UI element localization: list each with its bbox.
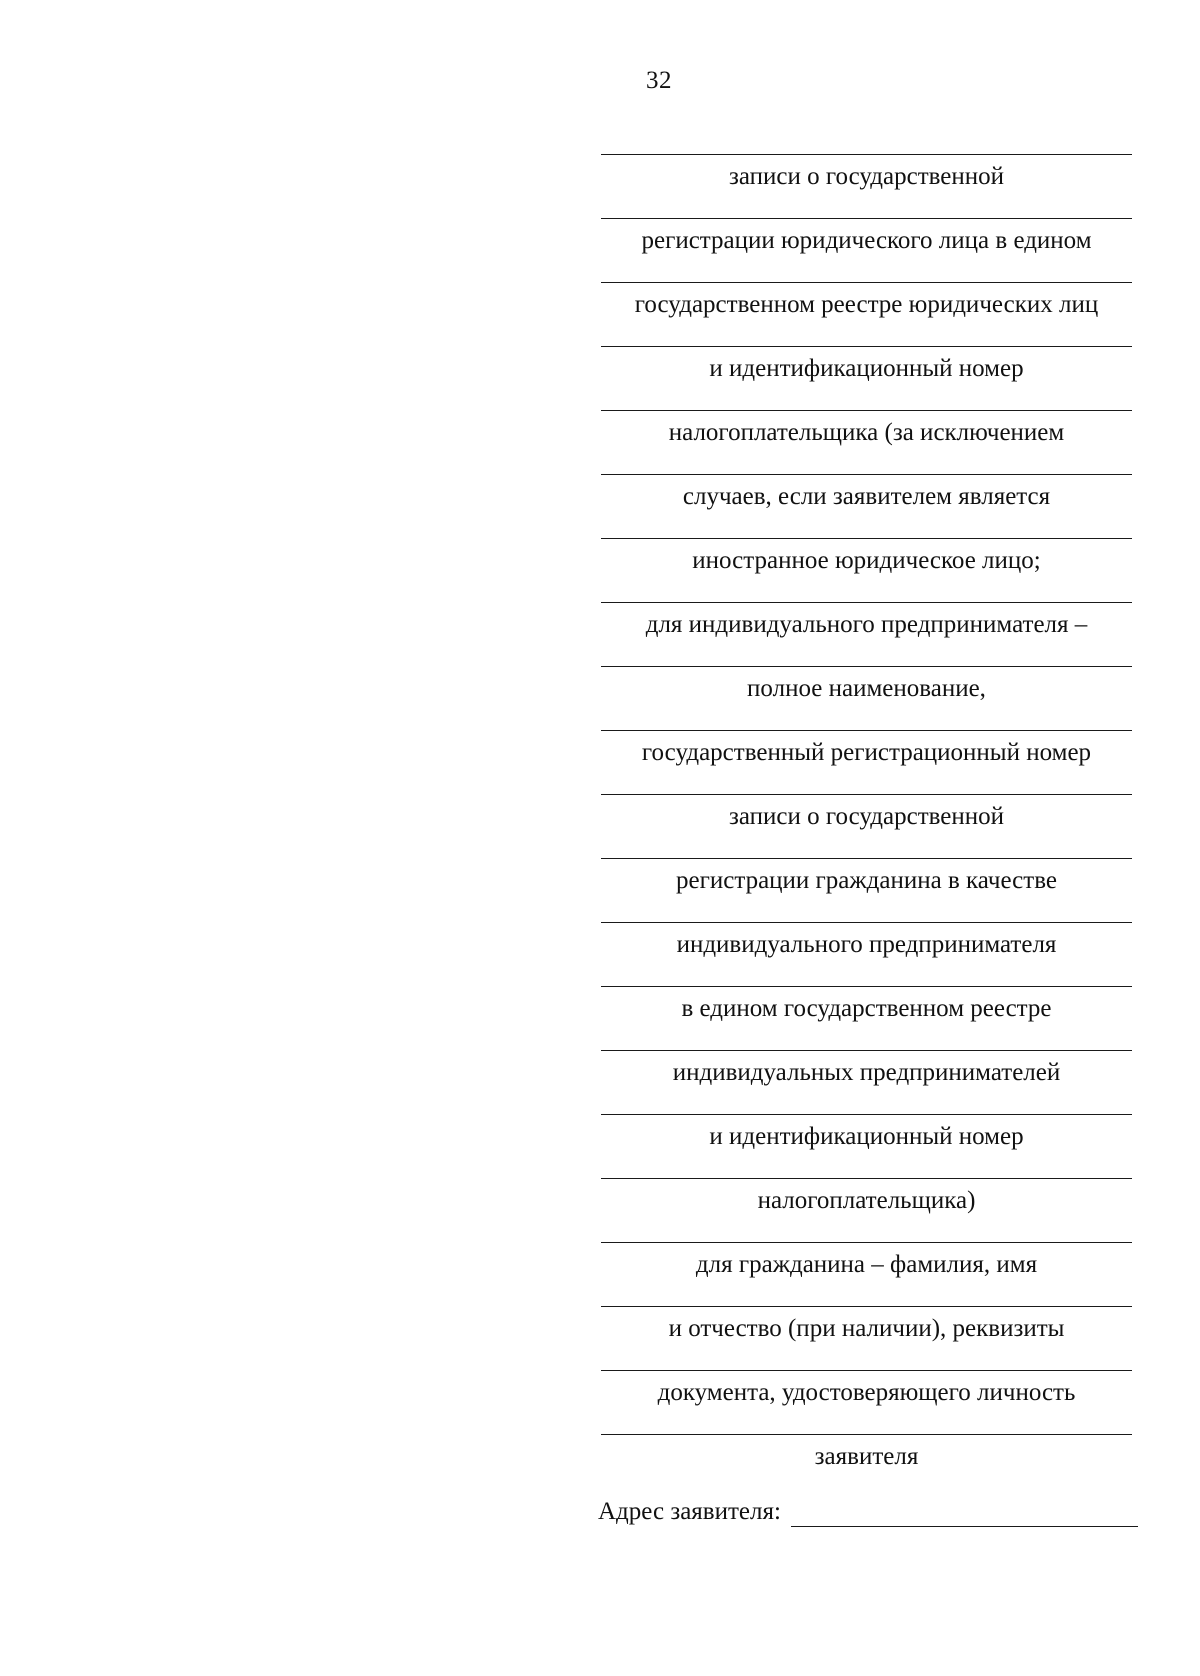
form-line-caption: записи о государственной	[728, 163, 1005, 190]
form-line[interactable]	[601, 666, 1132, 730]
form-line-caption: государственный регистрационный номер	[641, 739, 1092, 766]
form-line-caption: для индивидуального предпринимателя –	[645, 611, 1088, 638]
form-line-caption: иностранное юридическое лицо;	[692, 547, 1041, 574]
form-line-caption: и идентификационный номер	[709, 1123, 1024, 1150]
form-line[interactable]	[601, 1050, 1132, 1114]
form-line[interactable]	[601, 858, 1132, 922]
applicant-address-label: Адрес заявителя:	[598, 1498, 781, 1525]
applicant-address-field[interactable]	[791, 1502, 1138, 1527]
applicant-address-row	[598, 1497, 1138, 1527]
form-line[interactable]	[601, 730, 1132, 794]
form-line[interactable]	[601, 922, 1132, 986]
form-line[interactable]	[601, 218, 1132, 282]
form-line[interactable]	[601, 986, 1132, 1050]
form-line-caption: заявителя	[814, 1443, 919, 1470]
form-line-caption: и идентификационный номер	[709, 355, 1024, 382]
form-line-caption: для гражданина – фамилия, имя	[695, 1251, 1038, 1278]
page-number: 32	[646, 67, 672, 94]
form-line[interactable]	[601, 1434, 1132, 1498]
form-line-caption: регистрации гражданина в качестве	[676, 867, 1057, 894]
form-line-caption: индивидуального предпринимателя	[676, 931, 1057, 958]
applicant-details-form	[601, 154, 1132, 1498]
form-line-caption: полное наименование,	[747, 675, 986, 702]
form-line[interactable]	[601, 1114, 1132, 1178]
form-line-caption: регистрации юридического лица в едином	[641, 227, 1092, 254]
form-line[interactable]	[601, 346, 1132, 410]
form-line-caption: государственном реестре юридических лиц	[634, 291, 1099, 318]
form-line[interactable]	[601, 794, 1132, 858]
form-line[interactable]	[601, 1242, 1132, 1306]
form-line[interactable]	[601, 1306, 1132, 1370]
form-line[interactable]	[601, 282, 1132, 346]
form-line-caption: записи о государственной	[728, 803, 1005, 830]
form-line-caption: налогоплательщика)	[757, 1187, 976, 1214]
form-line[interactable]	[601, 538, 1132, 602]
form-line-caption: документа, удостоверяющего личность	[657, 1379, 1076, 1406]
form-line-caption: в едином государственном реестре	[681, 995, 1052, 1022]
form-line-caption: случаев, если заявителем является	[682, 483, 1051, 510]
form-line[interactable]	[601, 474, 1132, 538]
form-line-caption: и отчество (при наличии), реквизиты	[668, 1315, 1065, 1342]
form-line-caption: налогоплательщика (за исключением	[668, 419, 1065, 446]
form-line[interactable]	[601, 1370, 1132, 1434]
form-line[interactable]	[601, 1178, 1132, 1242]
form-line-caption: индивидуальных предпринимателей	[672, 1059, 1061, 1086]
form-line[interactable]	[601, 410, 1132, 474]
form-line[interactable]	[601, 154, 1132, 218]
form-line[interactable]	[601, 602, 1132, 666]
